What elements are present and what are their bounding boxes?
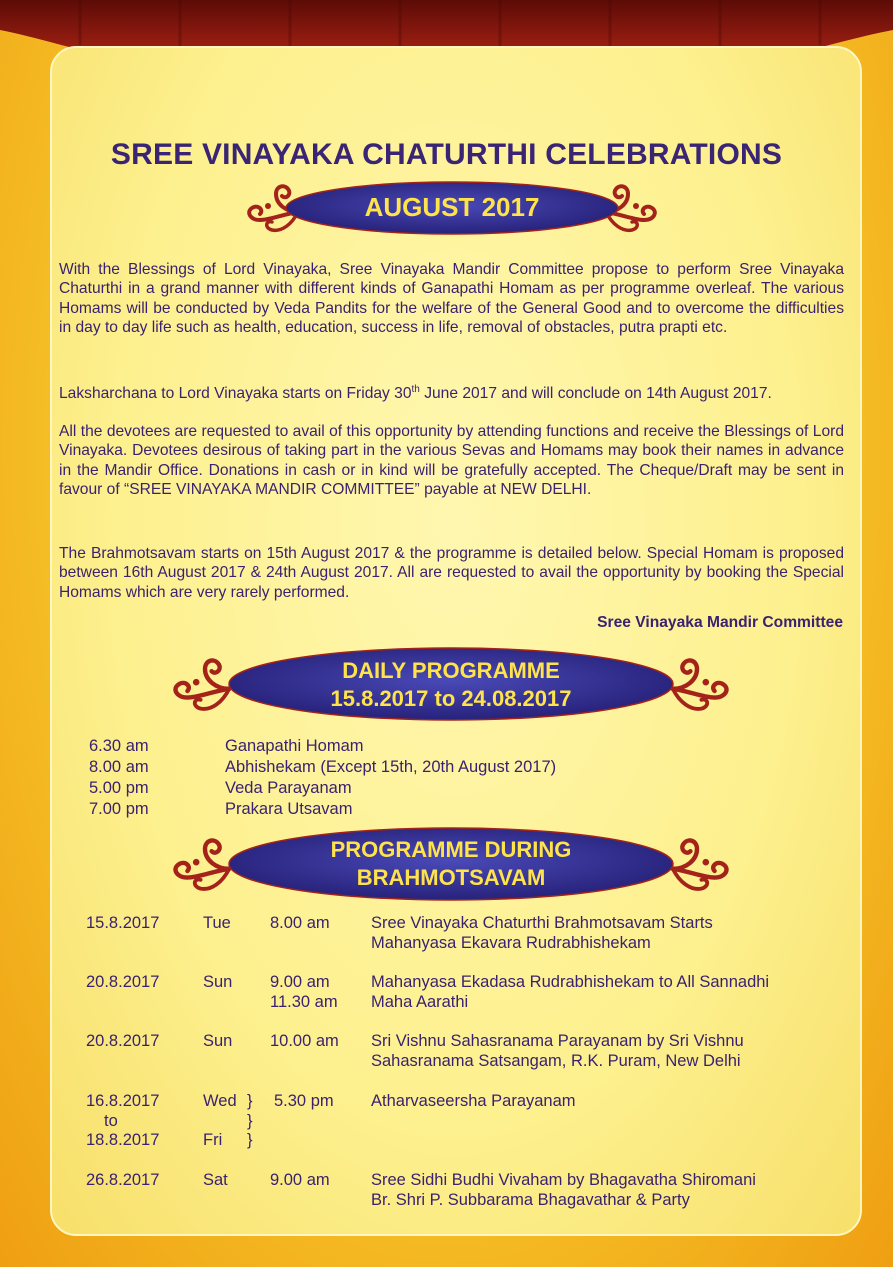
intro-paragraph: With the Blessings of Lord Vinayaka, Sree Vinayaka Mandir Committee propose to perform Sree Vinayaka Chaturthi in a grand manner with different kinds of Ganapathi Homam as per programme overleaf. The various Homams will be conducted by Veda Pandits for the welfare of the General Good and to overcome the difficulties in day to day life such as health, education, success in life, removal of obstacles, putra prapti etc. xyxy=(59,261,844,337)
table-row xyxy=(86,1092,159,1111)
brahmotsavam-banner-line2: BRAHMOTSAVAM xyxy=(356,865,546,890)
table-row xyxy=(86,914,159,933)
table-row xyxy=(203,973,232,992)
brace-char: } xyxy=(247,1112,253,1130)
schedule-event: Sree Sidhi Budhi Vivaham by Bhagavatha Shiromani xyxy=(371,1171,756,1189)
signature: Sree Vinayaka Mandir Committee xyxy=(597,614,843,631)
table-row xyxy=(203,914,231,933)
daily-time: 8.00 am xyxy=(89,758,149,776)
table-row xyxy=(86,1032,159,1051)
table-row xyxy=(371,1052,741,1071)
brahmotsavam-banner xyxy=(172,826,730,902)
schedule-day: Sat xyxy=(203,1171,228,1189)
schedule-event: Sri Vishnu Sahasranama Parayanam by Sri Vishnu xyxy=(371,1032,744,1050)
table-row xyxy=(371,1191,690,1210)
table-row xyxy=(270,993,338,1012)
daily-event: Prakara Utsavam xyxy=(225,800,353,818)
schedule-time: 9.00 am xyxy=(270,1171,330,1189)
schedule-event: Atharvaseersha Parayanam xyxy=(371,1092,576,1110)
schedule-day: Sun xyxy=(203,973,233,991)
table-row xyxy=(371,993,468,1012)
month-banner xyxy=(246,180,658,236)
table-row xyxy=(86,1171,159,1190)
table-row xyxy=(203,1092,237,1111)
table-row xyxy=(104,1112,118,1131)
ordinal-suffix: th xyxy=(411,384,420,395)
brace xyxy=(247,1092,253,1111)
page-title: SREE VINAYAKA CHATURTHI CELEBRATIONS xyxy=(110,138,783,171)
schedule-date: 20.8.2017 xyxy=(86,1032,160,1050)
table-row xyxy=(371,1092,576,1111)
schedule-event: Mahanyasa Ekavara Rudrabhishekam xyxy=(371,934,651,952)
daily-event: Ganapathi Homam xyxy=(225,737,364,755)
table-row xyxy=(203,1171,228,1190)
schedule-day: Wed xyxy=(203,1092,237,1110)
table-row xyxy=(203,1131,222,1150)
list-item xyxy=(225,737,364,756)
list-item xyxy=(89,758,149,777)
daily-programme-banner xyxy=(172,646,730,722)
schedule-day-end: Fri xyxy=(203,1131,223,1149)
schedule-event: Br. Shri P. Subbarama Bhagavathar & Party xyxy=(371,1191,690,1209)
laksharchana-text-a: Laksharchana to Lord Vinayaka starts on Friday 30 xyxy=(59,385,412,403)
table-row xyxy=(371,914,713,933)
schedule-day: Sun xyxy=(203,1032,233,1050)
list-item xyxy=(89,737,149,756)
schedule-event: Sahasranama Satsangam, R.K. Puram, New Delhi xyxy=(371,1052,741,1070)
schedule-date: 15.8.2017 xyxy=(86,914,160,932)
table-row xyxy=(86,973,159,992)
laksharchana-paragraph xyxy=(59,380,844,404)
table-row xyxy=(371,1032,744,1051)
schedule-time: 5.30 pm xyxy=(274,1092,334,1110)
table-row xyxy=(203,1032,232,1051)
schedule-time: 11.30 am xyxy=(270,993,338,1011)
schedule-date-end: 18.8.2017 xyxy=(86,1131,160,1149)
schedule-time: 9.00 am xyxy=(270,973,330,991)
table-row xyxy=(86,1131,159,1150)
list-item xyxy=(89,779,149,798)
schedule-event: Sree Vinayaka Chaturthi Brahmotsavam Starts xyxy=(371,914,713,932)
schedule-date: 20.8.2017 xyxy=(86,973,160,991)
list-item xyxy=(225,758,556,777)
schedule-date: 26.8.2017 xyxy=(86,1171,160,1189)
schedule-event: Mahanyasa Ekadasa Rudrabhishekam to All Sannadhi xyxy=(371,973,770,991)
table-row xyxy=(270,914,330,933)
daily-event: Abhishekam (Except 15th, 20th August 2017) xyxy=(225,758,557,776)
schedule-time: 10.00 am xyxy=(270,1032,339,1050)
schedule-day: Tue xyxy=(203,914,231,932)
brace-char: } xyxy=(247,1092,253,1110)
daily-time: 7.00 pm xyxy=(89,800,149,818)
brace-char: } xyxy=(247,1131,253,1149)
daily-banner-line2: 15.8.2017 to 24.08.2017 xyxy=(330,686,572,711)
brahmotsavam-banner-line1: PROGRAMME DURING xyxy=(330,837,572,862)
table-row xyxy=(371,1171,756,1190)
daily-event: Veda Parayanam xyxy=(225,779,352,797)
list-item xyxy=(225,800,352,819)
list-item xyxy=(89,800,149,819)
daily-time: 6.30 am xyxy=(89,737,149,755)
schedule-event: Maha Aarathi xyxy=(371,993,469,1011)
table-row xyxy=(270,973,330,992)
month-banner-text: AUGUST 2017 xyxy=(364,192,540,222)
table-row xyxy=(274,1092,334,1111)
table-row xyxy=(270,1171,330,1190)
brahmotsavam-paragraph: The Brahmotsavam starts on 15th August 2017 & the programme is detailed below. Special Homam is proposed between 16th August 2017 & 24th August 2017. All are requested to avail the opportunity by booking the Special Homams which are very rarely performed. xyxy=(59,545,844,601)
schedule-date: 16.8.2017 xyxy=(86,1092,160,1110)
daily-time: 5.00 pm xyxy=(89,779,149,797)
list-item xyxy=(225,779,352,798)
brace xyxy=(247,1131,253,1150)
schedule-time: 8.00 am xyxy=(270,914,330,932)
table-row xyxy=(371,934,651,953)
devotees-paragraph: All the devotees are requested to avail of this opportunity by attending functions and receive the Blessings of Lord Vinayaka. Devotees desirous of taking part in the various Sevas and Homams may book their names in advance in the Mandir Office. Donations in cash or in kind will be gratefully accepted. The Cheque/Draft may be sent in favour of “SREE VINAYAKA MANDIR COMMITTEE” payable at NEW DELHI. xyxy=(59,423,844,499)
table-row xyxy=(270,1032,339,1051)
schedule-date-to: to xyxy=(104,1112,118,1130)
daily-banner-line1: DAILY PROGRAMME xyxy=(342,658,560,683)
table-row xyxy=(371,973,769,992)
laksharchana-text-b: June 2017 and will conclude on 14th August 2017. xyxy=(419,385,772,403)
brace xyxy=(247,1112,253,1131)
